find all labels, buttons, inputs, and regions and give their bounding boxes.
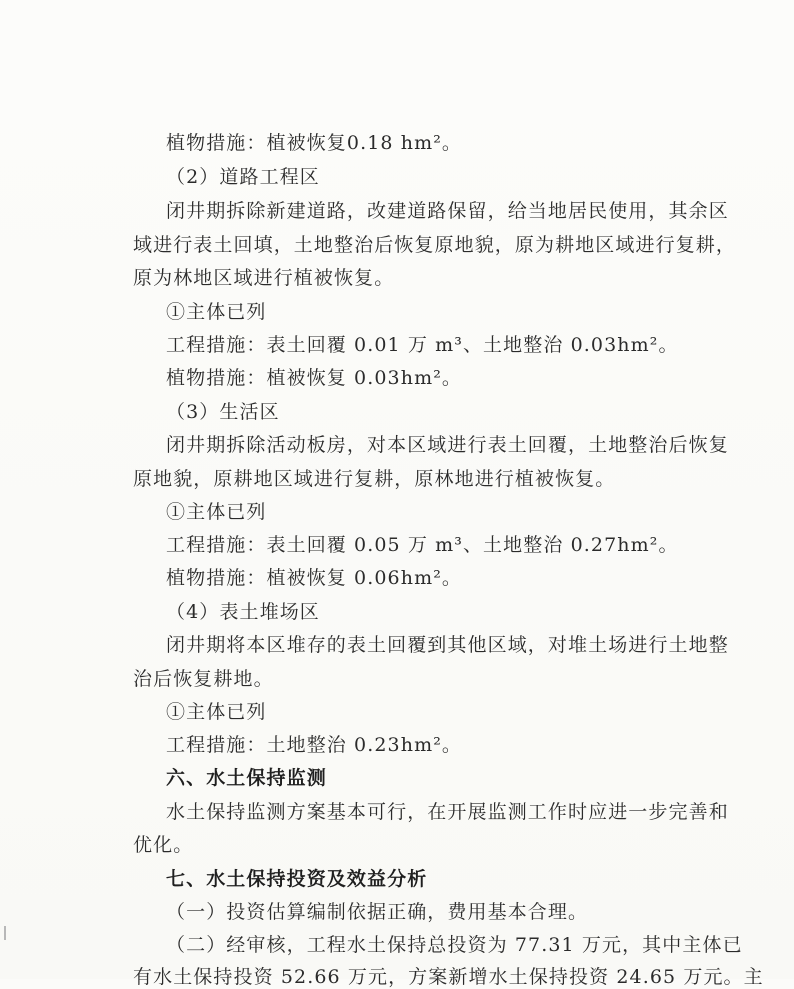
paragraph-line: 闭井期将本区堆存的表土回覆到其他区域，对堆土场进行土地整	[166, 634, 729, 656]
section-heading: （4）表土堆场区	[166, 601, 320, 623]
text-line: 植物措施：植被恢复0.18 hm²。	[166, 132, 463, 154]
paragraph-line: 水土保持监测方案基本可行，在开展监测工作时应进一步完善和	[166, 801, 729, 823]
section-heading: （3）生活区	[166, 401, 280, 423]
list-label: ①主体已列	[166, 701, 267, 723]
paragraph-line: 治后恢复耕地。	[133, 668, 274, 690]
scan-margin-mark	[4, 926, 6, 940]
list-label: ①主体已列	[166, 301, 267, 323]
paragraph-line: 域进行表土回填，土地整治后恢复原地貌，原为耕地区域进行复耕，	[133, 234, 737, 256]
paragraph-line: （一）投资估算编制依据正确，费用基本合理。	[166, 901, 589, 923]
text-line: 工程措施：表土回覆 0.05 万 m³、土地整治 0.27hm²。	[166, 534, 679, 556]
paragraph-line: 优化。	[133, 834, 194, 856]
paragraph-line: （二）经审核，工程水土保持总投资为 77.31 万元，其中主体已	[166, 934, 743, 956]
section-heading: （2）道路工程区	[166, 166, 320, 188]
chapter-heading: 六、水土保持监测	[166, 767, 327, 789]
text-line: 工程措施：土地整治 0.23hm²。	[166, 734, 463, 756]
text-line: 植物措施：植被恢复 0.03hm²。	[166, 367, 463, 389]
chapter-heading: 七、水土保持投资及效益分析	[166, 868, 428, 890]
text-line: 工程措施：表土回覆 0.01 万 m³、土地整治 0.03hm²。	[166, 334, 679, 356]
text-line: 植物措施：植被恢复 0.06hm²。	[166, 567, 463, 589]
paragraph-line: 原为林地区域进行植被恢复。	[133, 267, 395, 289]
paragraph-line: 闭井期拆除活动板房，对本区域进行表土回覆，土地整治后恢复	[166, 434, 729, 456]
paragraph-line: 原地貌，原耕地区域进行复耕，原林地进行植被恢复。	[133, 468, 616, 490]
list-label: ①主体已列	[166, 501, 267, 523]
paragraph-line: 有水土保持投资 52.66 万元，方案新增水土保持投资 24.65 万元。主	[133, 966, 764, 988]
paragraph-line: 闭井期拆除新建道路，改建道路保留，给当地居民使用，其余区	[166, 200, 729, 222]
